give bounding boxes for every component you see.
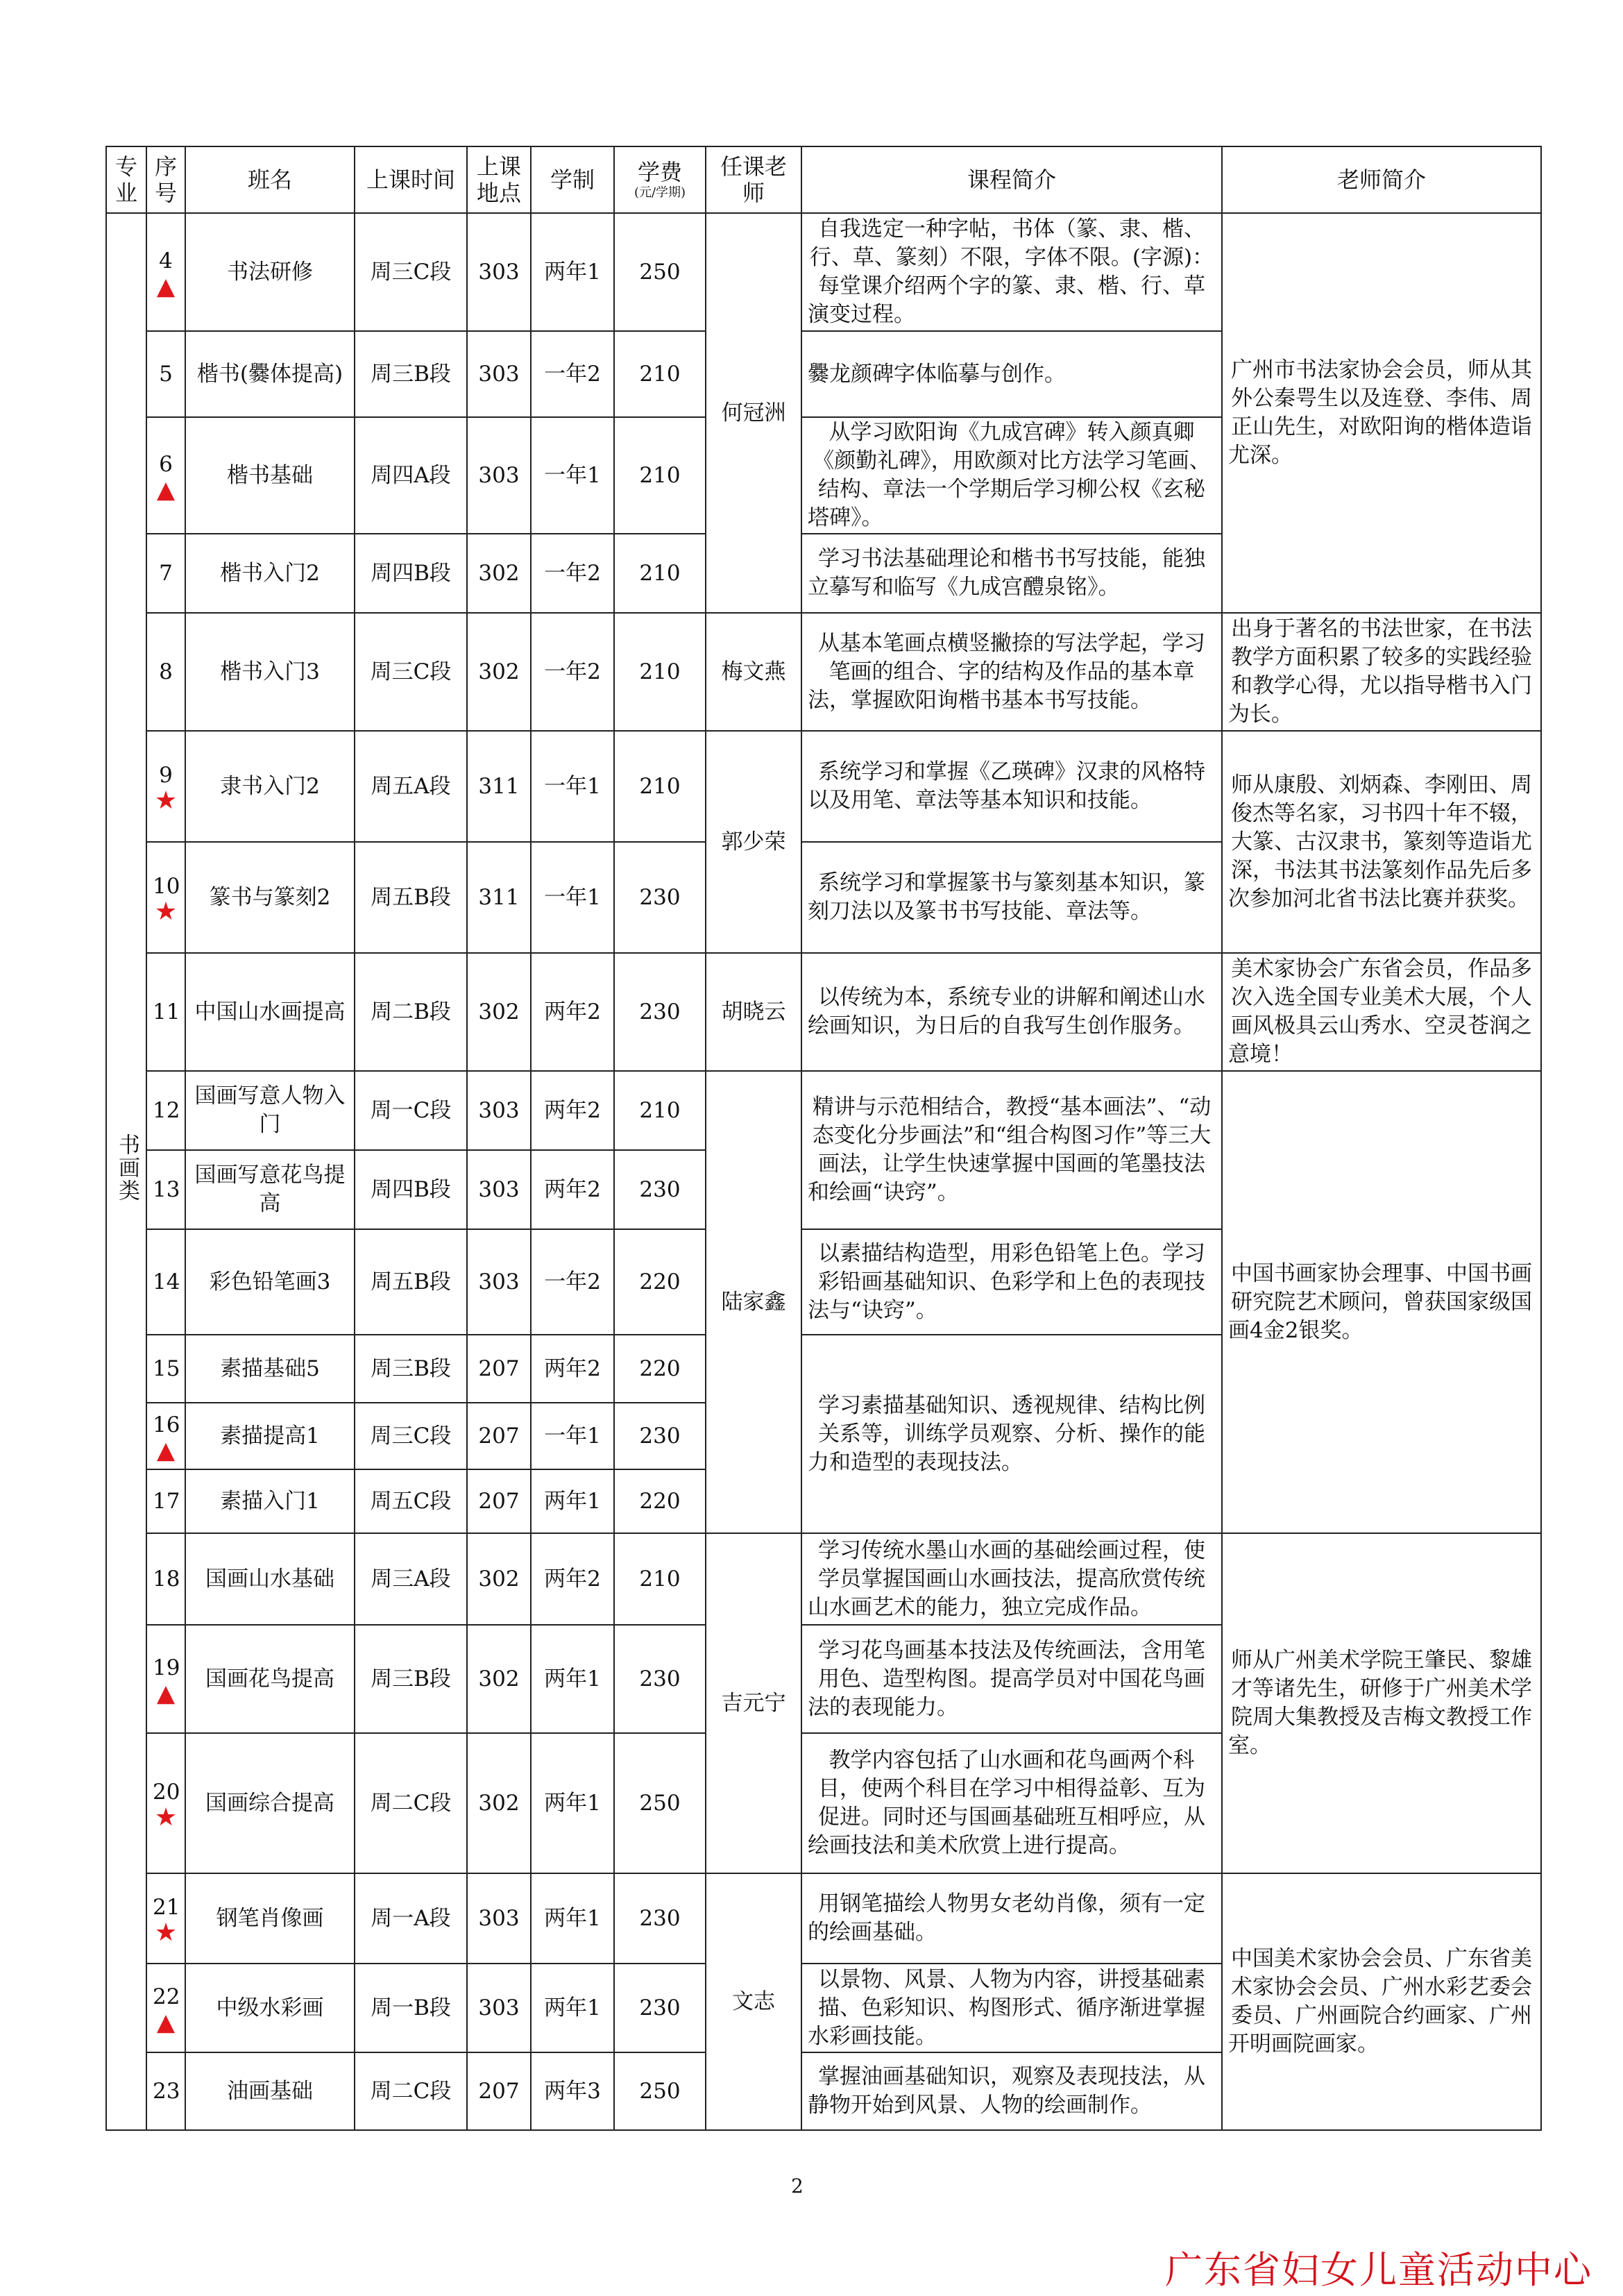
teacher-intro-cell: 中国美术家协会会员、广东省美术家协会会员、广州水彩艺委会委员、广州画院合约画家、广州开明画院画家。 <box>1222 1873 1541 2130</box>
seq-number: 12 <box>153 1097 180 1123</box>
seq-number: 14 <box>153 1269 180 1294</box>
teacher-intro-cell: 师从广州美术学院王肇民、黎雄才等诸先生，研修于广州美术学院周大集教授及吉梅文教授工作室。 <box>1222 1533 1541 1873</box>
term-cell: 一年1 <box>531 417 614 534</box>
term-cell: 一年2 <box>531 331 614 417</box>
course-desc-cell: 以传统为本，系统专业的讲解和阐述山水绘画知识，为日后的自我写生创作服务。 <box>801 953 1222 1071</box>
seq-number: 10 <box>153 873 180 899</box>
place-cell: 303 <box>467 1964 531 2052</box>
fee-cell: 250 <box>614 2052 706 2130</box>
table-row <box>106 213 1541 331</box>
header-term: 学制 <box>531 146 614 213</box>
place-cell: 303 <box>467 1150 531 1229</box>
footer-brand: 广东省妇女儿童活动中心 <box>1165 2248 1592 2292</box>
table-row <box>106 1873 1541 1964</box>
course-desc-cell: 系统学习和掌握篆书与篆刻基本知识，篆刻刀法以及篆书书写技能、章法等。 <box>801 842 1222 953</box>
fee-cell: 230 <box>614 1150 706 1229</box>
place-cell: 302 <box>467 534 531 613</box>
category-label: 书画类 <box>114 1133 139 1202</box>
class-name-cell: 国画写意人物入门 <box>185 1071 355 1150</box>
seq-number: 5 <box>159 361 173 387</box>
seq-cell <box>146 417 185 534</box>
place-cell: 302 <box>467 1533 531 1625</box>
triangle-marker-icon: ▲ <box>156 1436 176 1464</box>
seq-cell <box>146 953 185 1071</box>
time-cell: 周三C段 <box>355 613 467 731</box>
course-desc-cell: 从基本笔画点横竖撇捺的写法学起，学习笔画的组合、字的结构及作品的基本章法，掌握欧阳询楷书基本书写技能。 <box>801 613 1222 731</box>
time-cell: 周五C段 <box>355 1469 467 1533</box>
seq-number: 6 <box>159 451 173 477</box>
header-seq: 序号 <box>146 146 185 213</box>
table-row <box>106 1533 1541 1625</box>
course-desc-cell: 以素描结构造型，用彩色铅笔上色。学习彩铅画基础知识、色彩学和上色的表现技法与“诀窍”。 <box>801 1229 1222 1335</box>
page-number: 2 <box>791 2175 804 2197</box>
time-cell: 周三B段 <box>355 1335 467 1403</box>
place-cell: 302 <box>467 613 531 731</box>
class-name-cell: 国画花鸟提高 <box>185 1625 355 1733</box>
fee-cell: 230 <box>614 1625 706 1733</box>
term-cell: 两年3 <box>531 2052 614 2130</box>
header-teacher-intro: 老师简介 <box>1222 146 1541 213</box>
table-header-row <box>106 146 1541 213</box>
header-fee-label: 学费 <box>637 159 682 185</box>
seq-cell <box>146 1229 185 1335</box>
teacher-name-cell: 陆家鑫 <box>706 1071 801 1533</box>
seq-number: 20 <box>153 1779 180 1805</box>
seq-number: 21 <box>153 1894 180 1920</box>
seq-cell <box>146 331 185 417</box>
course-desc-cell: 学习花鸟画基本技法及传统画法，含用笔用色、造型构图。提高学员对中国花鸟画法的表现能力。 <box>801 1625 1222 1733</box>
triangle-marker-icon: ▲ <box>156 2008 176 2036</box>
header-teacher: 任课老师 <box>706 146 801 213</box>
time-cell: 周五B段 <box>355 842 467 953</box>
teacher-intro-cell: 广州市书法家协会会员，师从其外公秦咢生以及连登、李伟、周正山先生，对欧阳询的楷体造诣尤深。 <box>1222 213 1541 613</box>
table-row <box>106 953 1541 1071</box>
class-name-cell: 书法研修 <box>185 213 355 331</box>
time-cell: 周二C段 <box>355 1733 467 1873</box>
place-cell: 207 <box>467 1469 531 1533</box>
fee-cell: 210 <box>614 417 706 534</box>
fee-cell: 230 <box>614 953 706 1071</box>
seq-number: 15 <box>153 1356 180 1381</box>
place-cell: 303 <box>467 331 531 417</box>
seq-cell <box>146 1733 185 1873</box>
seq-number: 11 <box>153 999 180 1024</box>
class-name-cell: 素描提高1 <box>185 1403 355 1469</box>
place-cell: 303 <box>467 1873 531 1964</box>
course-schedule-sheet <box>105 146 1540 2131</box>
place-cell: 302 <box>467 1733 531 1873</box>
header-major: 专业 <box>106 146 146 213</box>
fee-cell: 210 <box>614 534 706 613</box>
triangle-marker-icon: ▲ <box>156 475 176 504</box>
seq-number: 7 <box>159 560 173 586</box>
time-cell: 周一C段 <box>355 1071 467 1150</box>
seq-cell <box>146 534 185 613</box>
place-cell: 311 <box>467 731 531 842</box>
time-cell: 周三B段 <box>355 1625 467 1733</box>
course-table <box>105 146 1542 2131</box>
place-cell: 207 <box>467 1403 531 1469</box>
seq-cell <box>146 1403 185 1469</box>
course-desc-cell: 学习书法基础理论和楷书书写技能，能独立摹写和临写《九成宫醴泉铭》。 <box>801 534 1222 613</box>
place-cell: 303 <box>467 417 531 534</box>
term-cell: 两年1 <box>531 1964 614 2052</box>
seq-cell <box>146 842 185 953</box>
teacher-name-cell: 郭少荣 <box>706 731 801 953</box>
seq-cell <box>146 613 185 731</box>
class-name-cell: 楷书入门2 <box>185 534 355 613</box>
course-desc-cell: 掌握油画基础知识，观察及表现技法，从静物开始到风景、人物的绘画制作。 <box>801 2052 1222 2130</box>
header-place: 上课地点 <box>467 146 531 213</box>
time-cell: 周五A段 <box>355 731 467 842</box>
course-desc-cell: 精讲与示范相结合，教授“基本画法”、“动态变化分步画法”和“组合构图习作”等三大画法，让学生快速掌握中国画的笔墨技法和绘画“诀窍”。 <box>801 1071 1222 1229</box>
term-cell: 一年2 <box>531 534 614 613</box>
fee-cell: 210 <box>614 1071 706 1150</box>
teacher-intro-cell: 美术家协会广东省会员，作品多次入选全国专业美术大展，个人画风极具云山秀水、空灵苍润之意境！ <box>1222 953 1541 1071</box>
teacher-name-cell: 梅文燕 <box>706 613 801 731</box>
teacher-name-cell: 何冠洲 <box>706 213 801 613</box>
place-cell: 302 <box>467 953 531 1071</box>
course-desc-cell: 从学习欧阳询《九成宫碑》转入颜真卿《颜勤礼碑》，用欧颜对比方法学习笔画、结构、章法一个学期后学习柳公权《玄秘塔碑》。 <box>801 417 1222 534</box>
course-desc-cell: 用钢笔描绘人物男女老幼肖像，须有一定的绘画基础。 <box>801 1873 1222 1964</box>
class-name-cell: 彩色铅笔画3 <box>185 1229 355 1335</box>
term-cell: 两年1 <box>531 1733 614 1873</box>
seq-cell <box>146 1335 185 1403</box>
time-cell: 周二C段 <box>355 2052 467 2130</box>
term-cell: 一年2 <box>531 1229 614 1335</box>
star-marker-icon: ★ <box>154 786 178 815</box>
class-name-cell: 中级水彩画 <box>185 1964 355 2052</box>
time-cell: 周三A段 <box>355 1533 467 1625</box>
header-time: 上课时间 <box>355 146 467 213</box>
course-desc-cell: 教学内容包括了山水画和花鸟画两个科目，使两个科目在学习中相得益彰、互为促进。同时还与国画基础班互相呼应，从绘画技法和美术欣赏上进行提高。 <box>801 1733 1222 1873</box>
place-cell: 311 <box>467 842 531 953</box>
class-name-cell: 油画基础 <box>185 2052 355 2130</box>
teacher-name-cell: 吉元宁 <box>706 1533 801 1873</box>
fee-cell: 250 <box>614 213 706 331</box>
seq-cell <box>146 213 185 331</box>
teacher-intro-cell: 师从康殷、刘炳森、李刚田、周俊杰等名家，习书四十年不辍，大篆、古汉隶书，篆刻等造诣尤深，书法其书法篆刻作品先后多次参加河北省书法比赛并获奖。 <box>1222 731 1541 953</box>
time-cell: 周四A段 <box>355 417 467 534</box>
place-cell: 207 <box>467 2052 531 2130</box>
term-cell: 一年1 <box>531 731 614 842</box>
seq-cell <box>146 1964 185 2052</box>
seq-number: 18 <box>153 1566 180 1592</box>
header-class-name: 班名 <box>185 146 355 213</box>
fee-cell: 210 <box>614 731 706 842</box>
table-row <box>106 1071 1541 1150</box>
category-cell <box>106 213 146 2130</box>
term-cell: 两年1 <box>531 1625 614 1733</box>
time-cell: 周四B段 <box>355 1150 467 1229</box>
course-desc-cell: 学习传统水墨山水画的基础绘画过程，使学员掌握国画山水画技法，提高欣赏传统山水画艺术的能力，独立完成作品。 <box>801 1533 1222 1625</box>
class-name-text: 楷书(爨体提高) <box>196 361 343 387</box>
teacher-intro-cell: 中国书画家协会理事、中国书画研究院艺术顾问，曾获国家级国画4金2银奖。 <box>1222 1071 1541 1533</box>
seq-cell <box>146 1625 185 1733</box>
time-cell: 周一A段 <box>355 1873 467 1964</box>
seq-cell <box>146 1533 185 1625</box>
class-name-cell: 楷书入门3 <box>185 613 355 731</box>
term-cell: 一年1 <box>531 1403 614 1469</box>
time-cell: 周二B段 <box>355 953 467 1071</box>
star-marker-icon: ★ <box>154 1918 178 1947</box>
term-cell: 一年1 <box>531 842 614 953</box>
fee-cell: 210 <box>614 331 706 417</box>
seq-number: 9 <box>159 762 173 788</box>
seq-number: 8 <box>159 659 173 684</box>
place-cell: 207 <box>467 1335 531 1403</box>
fee-cell: 220 <box>614 1229 706 1335</box>
class-name-cell: 篆书与篆刻2 <box>185 842 355 953</box>
teacher-intro-cell: 出身于著名的书法世家，在书法教学方面积累了较多的实践经验和教学心得，尤以指导楷书入门为长。 <box>1222 613 1541 731</box>
fee-cell: 250 <box>614 1733 706 1873</box>
seq-cell <box>146 1873 185 1964</box>
header-fee <box>614 146 706 213</box>
seq-number: 16 <box>153 1412 180 1437</box>
fee-cell: 230 <box>614 1964 706 2052</box>
fee-cell: 220 <box>614 1469 706 1533</box>
table-row <box>106 613 1541 731</box>
course-desc-cell: 学习素描基础知识、透视规律、结构比例关系等，训练学员观察、分析、操作的能力和造型的表现技法。 <box>801 1335 1222 1533</box>
seq-cell <box>146 1150 185 1229</box>
place-cell: 303 <box>467 1071 531 1150</box>
seq-cell <box>146 1071 185 1150</box>
term-cell: 两年1 <box>531 213 614 331</box>
time-cell: 周五B段 <box>355 1229 467 1335</box>
star-marker-icon: ★ <box>154 1803 178 1832</box>
class-name-cell: 楷书基础 <box>185 417 355 534</box>
seq-cell <box>146 731 185 842</box>
class-name-cell: 素描基础5 <box>185 1335 355 1403</box>
fee-cell: 230 <box>614 842 706 953</box>
teacher-name-cell: 文志 <box>706 1873 801 2130</box>
term-cell: 一年2 <box>531 613 614 731</box>
class-name-cell: 隶书入门2 <box>185 731 355 842</box>
term-cell: 两年2 <box>531 1150 614 1229</box>
seq-number: 4 <box>159 248 173 273</box>
seq-number: 17 <box>153 1488 180 1514</box>
seq-number: 19 <box>153 1655 180 1680</box>
triangle-marker-icon: ▲ <box>156 272 176 301</box>
seq-cell <box>146 1469 185 1533</box>
course-desc-cell: 自我选定一种字帖，书体（篆、隶、楷、行、草、篆刻）不限，字体不限。(字源)：每堂课介绍两个字的篆、隶、楷、行、草演变过程。 <box>801 213 1222 331</box>
time-cell: 周三C段 <box>355 1403 467 1469</box>
place-cell: 302 <box>467 1625 531 1733</box>
seq-number: 13 <box>153 1176 180 1202</box>
time-cell: 周四B段 <box>355 534 467 613</box>
seq-number: 23 <box>153 2078 180 2104</box>
fee-cell: 210 <box>614 613 706 731</box>
term-cell: 两年2 <box>531 953 614 1071</box>
triangle-marker-icon: ▲ <box>156 1679 176 1707</box>
term-cell: 两年2 <box>531 1335 614 1403</box>
fee-cell: 220 <box>614 1335 706 1403</box>
class-name-cell: 钢笔肖像画 <box>185 1873 355 1964</box>
class-name-cell: 素描入门1 <box>185 1469 355 1533</box>
teacher-name-cell: 胡晓云 <box>706 953 801 1071</box>
header-course-intro: 课程简介 <box>801 146 1222 213</box>
seq-cell <box>146 2052 185 2130</box>
class-name-cell: 国画写意花鸟提高 <box>185 1150 355 1229</box>
place-cell: 303 <box>467 213 531 331</box>
class-name-cell <box>185 331 355 417</box>
class-name-cell: 中国山水画提高 <box>185 953 355 1071</box>
fee-cell: 210 <box>614 1533 706 1625</box>
place-cell: 303 <box>467 1229 531 1335</box>
course-desc-cell: 以景物、风景、人物为内容，讲授基础素描、色彩知识、构图形式、循序渐进掌握水彩画技能。 <box>801 1964 1222 2052</box>
term-cell: 两年1 <box>531 1873 614 1964</box>
table-row <box>106 731 1541 842</box>
class-name-cell: 国画山水基础 <box>185 1533 355 1625</box>
term-cell: 两年2 <box>531 1071 614 1150</box>
header-fee-unit: (元/学期) <box>634 185 686 200</box>
class-name-cell: 国画综合提高 <box>185 1733 355 1873</box>
time-cell: 周三C段 <box>355 213 467 331</box>
time-cell: 周三B段 <box>355 331 467 417</box>
fee-cell: 230 <box>614 1403 706 1469</box>
term-cell: 两年2 <box>531 1533 614 1625</box>
course-desc-cell: 爨龙颜碑字体临摹与创作。 <box>801 331 1222 417</box>
term-cell: 两年1 <box>531 1469 614 1533</box>
fee-cell: 230 <box>614 1873 706 1964</box>
seq-number: 22 <box>153 1984 180 2009</box>
time-cell: 周一B段 <box>355 1964 467 2052</box>
star-marker-icon: ★ <box>154 897 178 926</box>
course-desc-cell: 系统学习和掌握《乙瑛碑》汉隶的风格特以及用笔、章法等基本知识和技能。 <box>801 731 1222 842</box>
